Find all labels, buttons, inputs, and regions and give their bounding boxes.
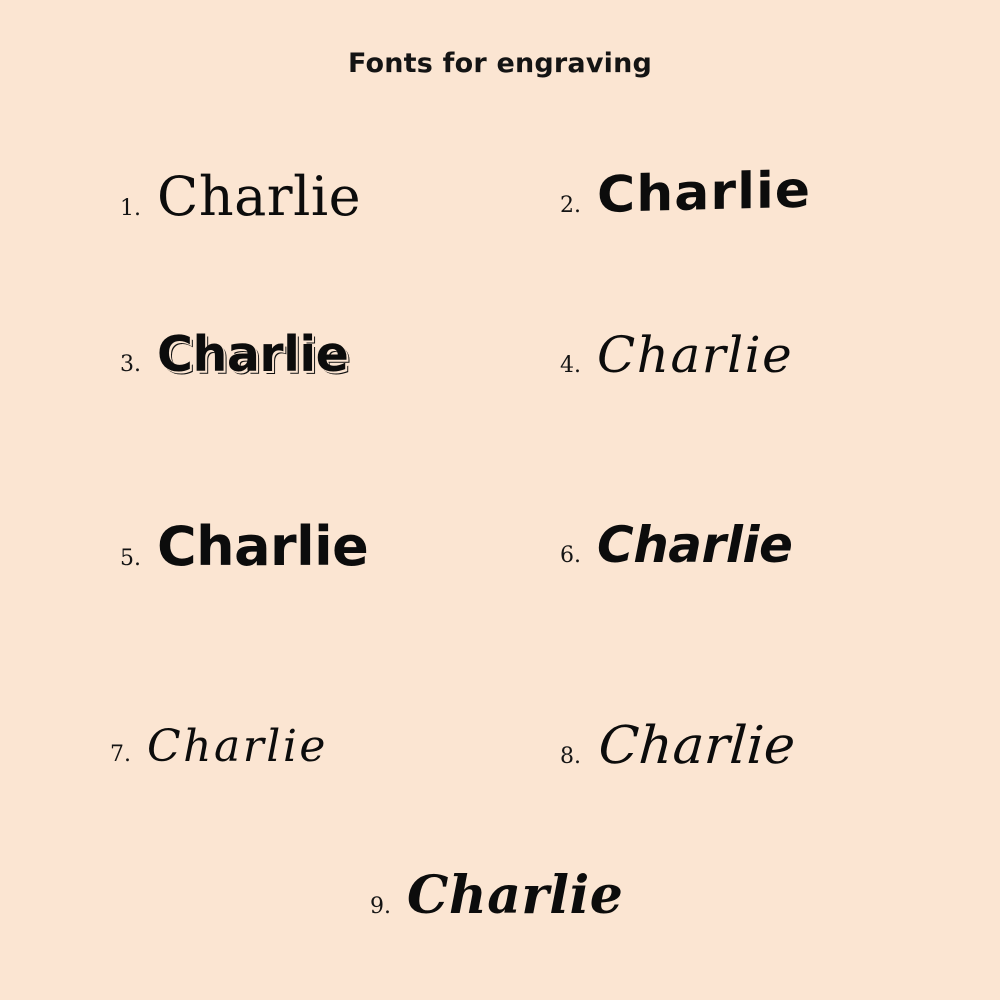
sample-number-6: 6. [560,543,581,568]
sample-number-1: 1. [120,196,141,221]
sample-number-2: 2. [560,193,581,218]
sample-text-3: Charlie [157,326,349,383]
font-sample-7[interactable] [110,721,328,772]
sample-text-9: Charlie [407,865,624,926]
sample-number-7: 7. [110,742,131,767]
sample-number-5: 5. [120,546,141,571]
font-sample-6[interactable] [560,516,793,574]
sample-text-4: Charlie [597,326,794,384]
sample-number-9: 9. [370,894,391,919]
sample-number-8: 8. [560,744,581,769]
font-sample-4[interactable] [560,326,794,384]
page-title: Fonts for engraving [347,48,653,79]
font-sample-8[interactable] [560,716,798,776]
sample-number-3: 3. [120,352,141,377]
font-sample-9[interactable] [370,865,624,926]
font-sample-5[interactable] [120,515,369,578]
font-sample-3[interactable] [120,326,349,383]
sample-text-2: Charlie [597,160,812,224]
sample-text-8: Charlie [596,716,798,776]
font-sample-2[interactable] [560,160,812,224]
sample-text-6: Charlie [597,516,793,574]
sample-text-1: Charlie [157,165,362,228]
sample-number-4: 4. [560,353,581,378]
sample-text-7: Charlie [147,721,328,772]
sample-text-5: Charlie [157,515,369,578]
font-sample-1[interactable] [120,165,362,228]
font-samples-grid [60,130,940,926]
